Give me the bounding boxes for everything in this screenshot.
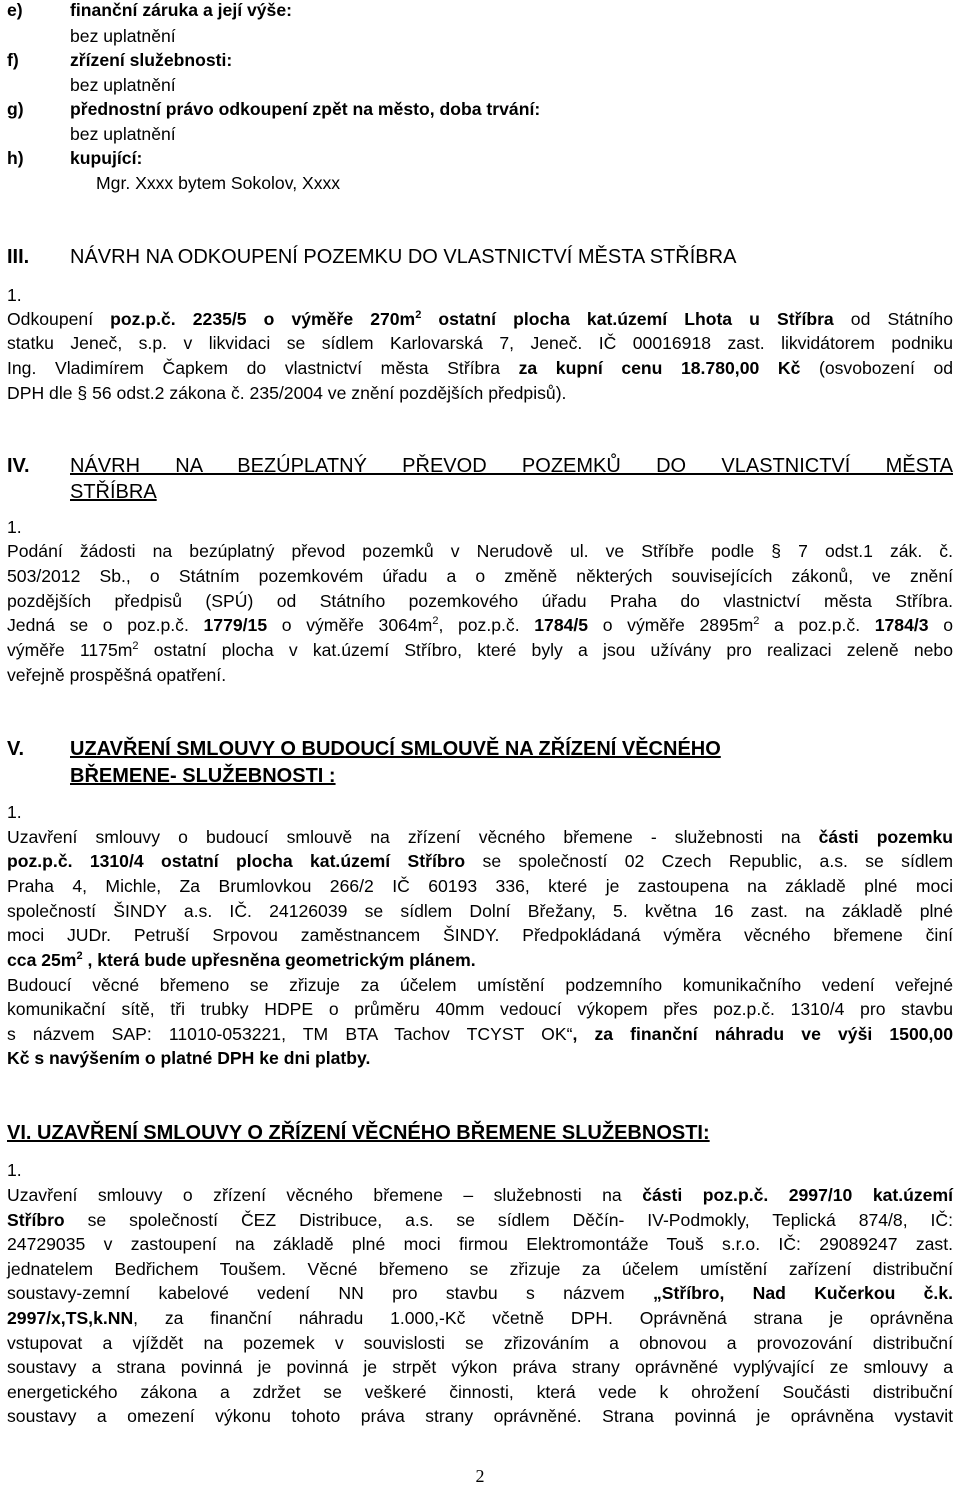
item-number: 1. xyxy=(7,1160,22,1180)
paragraph-line: soustavy a strana povinná je povinná je strpět výkon práva strany oprávněné vyplývající ze smlouvy a xyxy=(7,1357,953,1377)
paragraph-line: poz.p.č. 1310/4 ostatní plocha kat.území Stříbro se společností 02 Czech Republic, a.s. se sídlem xyxy=(7,851,953,871)
paragraph-line: soustavy a omezení výkonu tohoto práva strany oprávněné. Strana povinná je oprávněna vystavit xyxy=(7,1406,953,1426)
paragraph-line: soustavy-zemní kabelové vedení NN pro stavbu s názvem „Stříbro, Nad Kučerkou č.k. xyxy=(7,1283,953,1303)
item-number: 1. xyxy=(7,285,22,305)
paragraph-line: Podání žádosti na bezúplatný převod pozemků v Nerudově ul. ve Stříbře podle § 7 odst.1 zák. č. xyxy=(7,541,953,561)
section-title: VI. UZAVŘENÍ SMLOUVY O ZŘÍZENÍ VĚCNÉHO BŘEMENE SLUŽEBNOSTI: xyxy=(7,1122,710,1144)
paragraph-line: DPH dle § 56 odst.2 zákona č. 235/2004 ve znění pozdějších předpisů). xyxy=(7,383,567,403)
section-title-cont: STŘÍBRA xyxy=(70,481,157,503)
paragraph-line: pozdějších předpisů (SPÚ) od Státního pozemkového úřadu Praha do vlastnictví města Stříbra. xyxy=(7,591,953,611)
paragraph-line: Uzavření smlouvy o budoucí smlouvě na zřízení věcného břemene - služebnosti na části pozemku xyxy=(7,827,953,847)
section-label: h) xyxy=(7,148,24,168)
paragraph-line: cca $25m^2$ , která bude upřesněna geometrickým plánem. xyxy=(7,950,476,970)
paragraph-line: Jedná se o poz.p.č. 1779/15 o výměře $3064m^2$, poz.p.č. 1784/5 o výměře $2895m^2$ a poz.p.č. 1784/3 o xyxy=(7,615,953,635)
section-title: NÁVRH NA ODKOUPENÍ POZEMKU DO VLASTNICTVÍ MĚSTA STŘÍBRA xyxy=(70,246,737,268)
section-value: bez uplatnění xyxy=(70,75,176,95)
paragraph-line: 2997/x,TS,k.NN, za finanční náhradu 1.000,-Kč včetně DPH. Oprávněná strana je oprávněna xyxy=(7,1308,953,1328)
paragraph-line: s názvem SAP: 11010-053221, TM BTA Tachov TCYST OK“, za finanční náhradu ve výši 1500,00 xyxy=(7,1024,953,1044)
paragraph-line: Uzavření smlouvy o zřízení věcného břemene – služebnosti na části poz.p.č. 2997/10 kat.území xyxy=(7,1185,953,1205)
section-value: bez uplatnění xyxy=(70,26,176,46)
paragraph-line: energetického zákona a zdržet se veškeré činnosti, která vede k ohrožení Součásti distribuční xyxy=(7,1382,953,1402)
paragraph-line: vstupovat a vjíždět na pozemek v souvislosti se zřizováním a obnovou a provozování distribuční xyxy=(7,1333,953,1353)
item-number: 1. xyxy=(7,802,22,822)
section-label: f) xyxy=(7,50,19,70)
section-value: Mgr. Xxxx bytem Sokolov, Xxxx xyxy=(96,173,341,193)
section-label: e) xyxy=(7,0,23,20)
section-value: bez uplatnění xyxy=(70,124,176,144)
section-title: NÁVRH NA BEZÚPLATNÝ PŘEVOD POZEMKŮ DO VLASTNICTVÍ MĚSTA xyxy=(70,455,953,477)
paragraph-line: výměře $1175m^2$ ostatní plocha v kat.území Stříbro, které byly a jsou užívány pro realizaci zeleně nebo xyxy=(7,640,953,660)
section-title: UZAVŘENÍ SMLOUVY O BUDOUCÍ SMLOUVĚ NA ZŘÍZENÍ VĚCNÉHO xyxy=(70,738,721,760)
item-number: 1. xyxy=(7,517,22,537)
section-heading: kupující: xyxy=(70,148,143,168)
paragraph-line: Praha 4, Michle, Za Brumlovkou 266/2 IČ 60193 336, které je zastoupena na základě plné moci xyxy=(7,876,953,896)
section-label: g) xyxy=(7,99,24,119)
paragraph-line: komunikační sítě, tři trubky HDPE o průměru 40mm vedoucí výkopem přes poz.p.č. 1310/4 pro stavbu xyxy=(7,999,953,1019)
page-number: 2 xyxy=(475,1466,485,1486)
paragraph-line: 24729035 v zastoupení na základě plné moci firmou Elektromontáže Touš s.r.o. IČ: 29089247 zast. xyxy=(7,1234,953,1254)
section-number: III. xyxy=(7,246,30,268)
paragraph-line: Odkoupení poz.p.č. 2235/5 o výměře $270m^2$ ostatní plocha kat.území Lhota u Stříbra od Státního xyxy=(7,309,953,329)
paragraph-line: veřejně prospěšná opatření. xyxy=(7,665,227,685)
paragraph-line: 503/2012 Sb., o Státním pozemkovém úřadu a o změně některých souvisejících zákonů, ve znění xyxy=(7,566,953,586)
paragraph-line: moci JUDr. Petruší Srpovou zaměstnancem ŠINDY. Předpokládaná výměra věcného břemene činí xyxy=(7,925,953,945)
paragraph-line: Ing. Vladimírem Čapkem do vlastnictví města Stříbra za kupní cenu 18.780,00 Kč (osvobození od xyxy=(7,358,954,378)
paragraph-line: Stříbro se společností ČEZ Distribuce, a.s. se sídlem Děčín- IV-Podmokly, Teplická 874/8, IČ: xyxy=(7,1210,953,1230)
section-number: IV. xyxy=(7,455,30,477)
section-title-cont: BŘEMENE- SLUŽEBNOSTI : xyxy=(70,765,336,787)
section-number: V. xyxy=(7,738,25,760)
section-heading: zřízení služebnosti: xyxy=(70,50,233,70)
section-heading: přednostní právo odkoupení zpět na město, doba trvání: xyxy=(70,99,541,119)
paragraph-line: Kč s navýšením o platné DPH ke dni platby. xyxy=(7,1048,371,1068)
paragraph-line: společností ŠINDY a.s. IČ. 24126039 se sídlem Dolní Břežany, 5. května 16 zast. na základě plné xyxy=(7,901,953,921)
section-heading: finanční záruka a její výše: xyxy=(70,0,292,20)
paragraph-line: jednatelem Bedřichem Toušem. Věcné břemeno se zřizuje za účelem umístění zařízení distribuční xyxy=(7,1259,953,1279)
paragraph-line: Budoucí věcné břemeno se zřizuje za účelem umístění podzemního komunikačního vedení veřejné xyxy=(7,975,953,995)
paragraph-line: statku Jeneč, s.p. v likvidaci se sídlem Karlovarská 7, Jeneč. IČ 00016918 zast. likvidátorem podniku xyxy=(7,333,953,353)
